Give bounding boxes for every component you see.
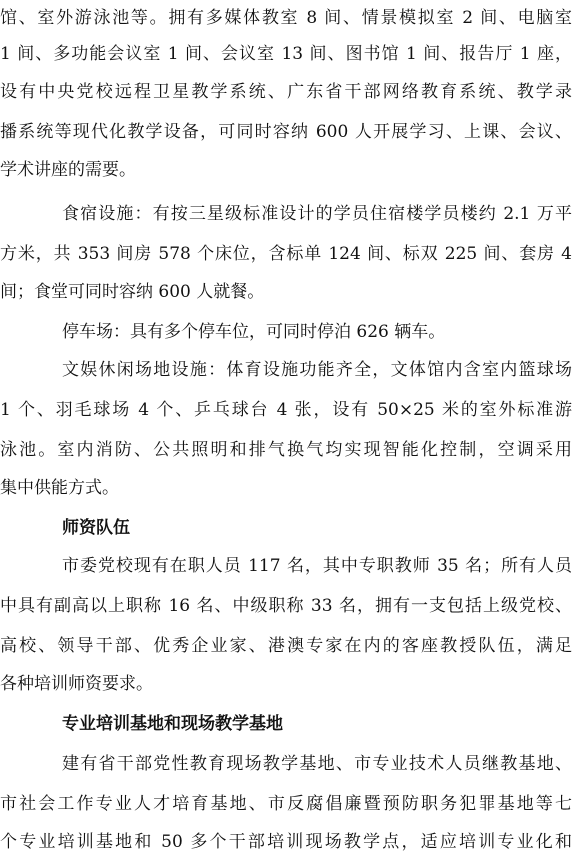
body-text-line: 间；食堂可同时容纳 600 人就餐。 (0, 282, 265, 302)
body-text-line: 设有中央党校远程卫星教学系统、广东省干部网络教育系统、教学录 (0, 82, 572, 102)
body-text-line: 市社会工作专业人才培育基地、市反腐倡廉暨预防职务犯罪基地等七 (0, 794, 572, 814)
body-text-line: 泳池。室内消防、公共照明和排气换气均实现智能化控制，空调采用 (0, 440, 572, 460)
body-text-line: 馆、室外游泳池等。拥有多媒体教室 8 间、情景模拟室 2 间、电脑室 (0, 8, 572, 28)
paragraph-recreation: 文娱休闲场地设施：体育设施功能齐全，文体馆内含室内篮球场 (62, 360, 572, 380)
paragraph-training-bases: 建有省干部党性教育现场教学基地、市专业技术人员继教基地、 (62, 754, 572, 774)
paragraph-lodging: 食宿设施：有按三星级标准设计的学员住宿楼学员楼约 2.1 万平 (62, 204, 572, 224)
body-text-line: 高校、领导干部、优秀企业家、港澳专家在内的客座教授队伍，满足 (0, 636, 572, 656)
body-text-line: 方米，共 353 间房 578 个床位，含标单 124 间、标双 225 间、套房 4 (0, 244, 572, 264)
body-text-line: 1 间、多功能会议室 1 间、会议室 13 间、图书馆 1 间、报告厅 1 座， (0, 44, 572, 64)
body-text-line: 集中供能方式。 (0, 478, 119, 498)
paragraph-parking: 停车场：具有多个停车位，可同时停泊 626 辆车。 (62, 322, 446, 342)
body-text-line: 1 个、羽毛球场 4 个、乒乓球台 4 张，设有 50×25 米的室外标准游 (0, 400, 572, 420)
section-heading-training-bases: 专业培训基地和现场教学基地 (62, 714, 283, 734)
body-text-line: 播系统等现代化教学设备，可同时容纳 600 人开展学习、上课、会议、 (0, 122, 572, 142)
body-text-line: 个专业培训基地和 50 多个干部培训现场教学点，适应培训专业化和 (0, 832, 572, 852)
paragraph-faculty: 市委党校现有在职人员 117 名，其中专职教师 35 名；所有人员 (62, 556, 572, 576)
section-heading-faculty: 师资队伍 (62, 518, 130, 538)
body-text-line: 各种培训师资要求。 (0, 674, 153, 694)
body-text-line: 中具有副高以上职称 16 名、中级职称 33 名，拥有一支包括上级党校、 (0, 596, 572, 616)
body-text-line: 学术讲座的需要。 (0, 160, 136, 180)
